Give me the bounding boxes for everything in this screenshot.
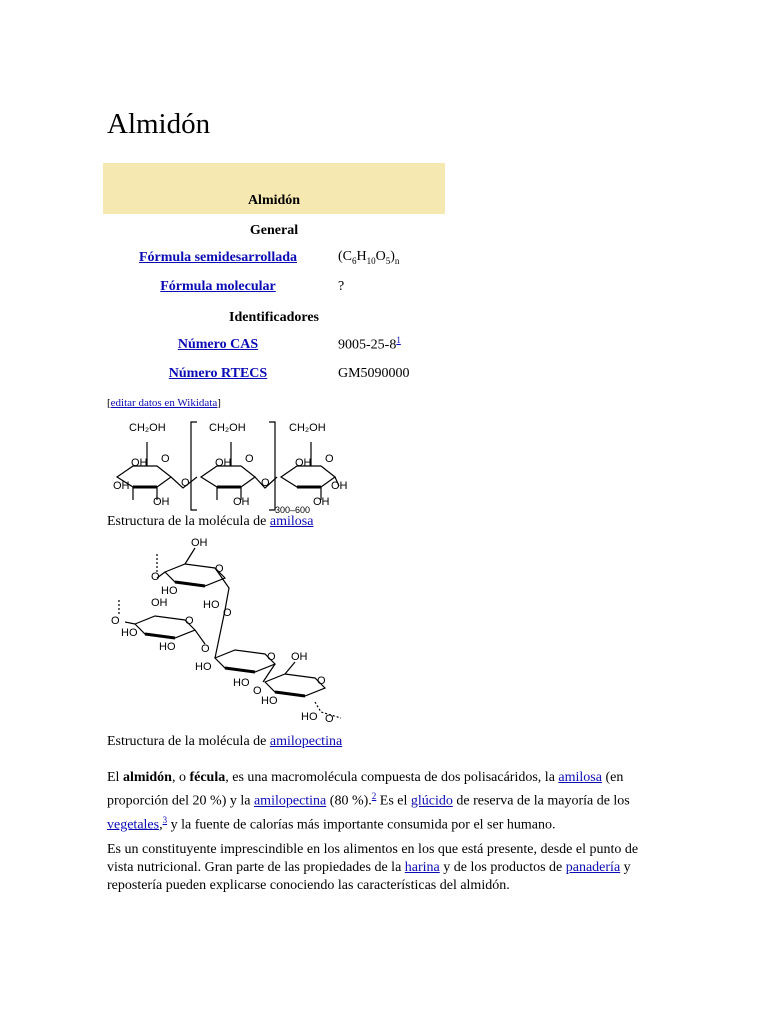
amilopectina-structure-diagram bbox=[105, 532, 355, 728]
reference-2-link[interactable]: 2 bbox=[371, 791, 377, 801]
infobox-row bbox=[103, 243, 445, 272]
amilosa-glycosidic-o-label: O bbox=[181, 477, 190, 489]
amilosa-oh-label: OH bbox=[131, 457, 148, 469]
infobox-header: Almidón bbox=[103, 163, 445, 214]
amilosa-oh-label: OH bbox=[153, 496, 170, 508]
amilopectina-oh-label: OH bbox=[151, 597, 168, 609]
amilosa-oh-label: OH bbox=[295, 457, 312, 469]
amilosa-ch2oh-label: CH₂OH bbox=[209, 422, 246, 434]
infobox-row bbox=[103, 272, 445, 301]
formula-semidesarrollada-link[interactable]: Fórmula semidesarrollada bbox=[138, 249, 297, 265]
amilosa-text-link[interactable]: amilosa bbox=[558, 770, 602, 785]
amilosa-ch2oh-label: CH₂OH bbox=[289, 422, 326, 434]
amilopectina-ho-label: HO bbox=[121, 627, 138, 639]
amilosa-glycosidic-o-label: O bbox=[261, 477, 270, 489]
infobox-row bbox=[103, 359, 445, 388]
amilopectina-o-label: O bbox=[267, 651, 276, 663]
intro-paragraph: El almidón, o fécula, es una macromolécula compuesta de dos polisacáridos, la amilosa (en proporción del 20 %) y la amilopectina (80 %).$^2$ Es el glúcido de reserva de la mayoría de los vegetales,$^3$ y la fuente de calorías más importante consumida por el ser humano. bbox=[107, 770, 630, 833]
formula-molecular-value: ? bbox=[338, 278, 345, 294]
amilopectina-o-label: O bbox=[111, 615, 120, 627]
amilopectina-oh-label: OH bbox=[191, 537, 208, 549]
amilosa-oh-label: OH bbox=[331, 480, 348, 492]
amilosa-structure-diagram bbox=[105, 414, 355, 516]
amilosa-oh-label: OH bbox=[113, 480, 130, 492]
numero-cas-link[interactable]: Número CAS bbox=[177, 336, 259, 352]
amilosa-caption: Estructura de la molécula de amilosa bbox=[107, 514, 314, 529]
amilopectina-ho-label: HO bbox=[161, 585, 178, 597]
glucido-link[interactable]: glúcido bbox=[410, 793, 453, 809]
nutrition-paragraph: Es un constituyente imprescindible en los alimentos en los que está presente, desde el punto de vista nutricional. Gran parte de las propiedades de la harina y de los productos de panadería y repostería pueden explicarse conociendo las características del almidón. bbox=[107, 842, 639, 893]
reference-3-link[interactable]: 3 bbox=[162, 814, 168, 825]
amilopectina-ho-label: HO bbox=[301, 711, 318, 723]
amilopectina-text-link[interactable]: amilopectina bbox=[253, 793, 327, 809]
harina-link[interactable]: harina bbox=[404, 860, 440, 875]
amilosa-ch2oh-label: CH₂OH bbox=[129, 422, 166, 434]
amilosa-ring-o-label: O bbox=[325, 453, 334, 465]
amilopectina-o-label: O bbox=[201, 643, 210, 655]
vegetales-link[interactable]: vegetales bbox=[107, 817, 160, 833]
amilosa-oh-label: OH bbox=[313, 496, 330, 508]
amilopectina-o-label: O bbox=[185, 615, 194, 627]
amilopectina-ho-label: HO bbox=[195, 661, 212, 673]
formula-molecular-link[interactable]: Fórmula molecular bbox=[160, 278, 276, 294]
cas-reference-link[interactable]: 1 bbox=[396, 335, 401, 346]
formula-semidesarrollada-value: $(C_6H_{10}O_5)_n$ bbox=[338, 249, 400, 266]
amilopectina-o-label: O bbox=[325, 713, 334, 725]
amilopectina-o-label: O bbox=[215, 563, 224, 575]
amilosa-ring-o-label: O bbox=[161, 453, 170, 465]
numero-rtecs-link[interactable]: Número RTECS bbox=[168, 365, 268, 381]
panaderia-link[interactable]: panadería bbox=[565, 860, 621, 875]
amilopectina-ho-label: HO bbox=[233, 677, 250, 689]
amilopectina-oh-label: OH bbox=[291, 651, 308, 663]
amilosa-ring-o-label: O bbox=[245, 453, 254, 465]
amilopectina-o-label: O bbox=[317, 675, 326, 687]
infobox bbox=[103, 163, 445, 388]
amilosa-oh-label: OH bbox=[233, 496, 250, 508]
amilopectina-caption: Estructura de la molécula de amilopectina bbox=[107, 734, 343, 749]
amilopectina-ho-label: HO bbox=[159, 641, 176, 653]
amilopectina-ho-label: HO bbox=[261, 695, 278, 707]
numero-cas-value: 9005-25-8$^1$ bbox=[338, 335, 401, 353]
amilosa-link[interactable]: amilosa bbox=[269, 514, 314, 529]
amilopectina-o-label: O bbox=[253, 685, 262, 697]
edit-wikidata: [editar datos en Wikidata] bbox=[107, 397, 221, 409]
amilosa-oh-label: OH bbox=[215, 457, 232, 469]
edit-wikidata-link[interactable]: editar datos en Wikidata bbox=[110, 397, 218, 409]
infobox-row bbox=[103, 330, 445, 359]
amilopectina-o-label: O bbox=[151, 571, 160, 583]
infobox-section-identificadores: Identificadores bbox=[229, 310, 319, 325]
amilopectina-link[interactable]: amilopectina bbox=[269, 734, 343, 749]
page-title: Almidón bbox=[107, 108, 211, 140]
infobox-section-general: General bbox=[249, 223, 299, 238]
amilosa-repeat-count: 300–600 bbox=[275, 505, 311, 515]
numero-rtecs-value: GM5090000 bbox=[338, 365, 410, 381]
amilopectina-o-label: O bbox=[223, 607, 232, 619]
amilopectina-ho-label: HO bbox=[203, 599, 220, 611]
